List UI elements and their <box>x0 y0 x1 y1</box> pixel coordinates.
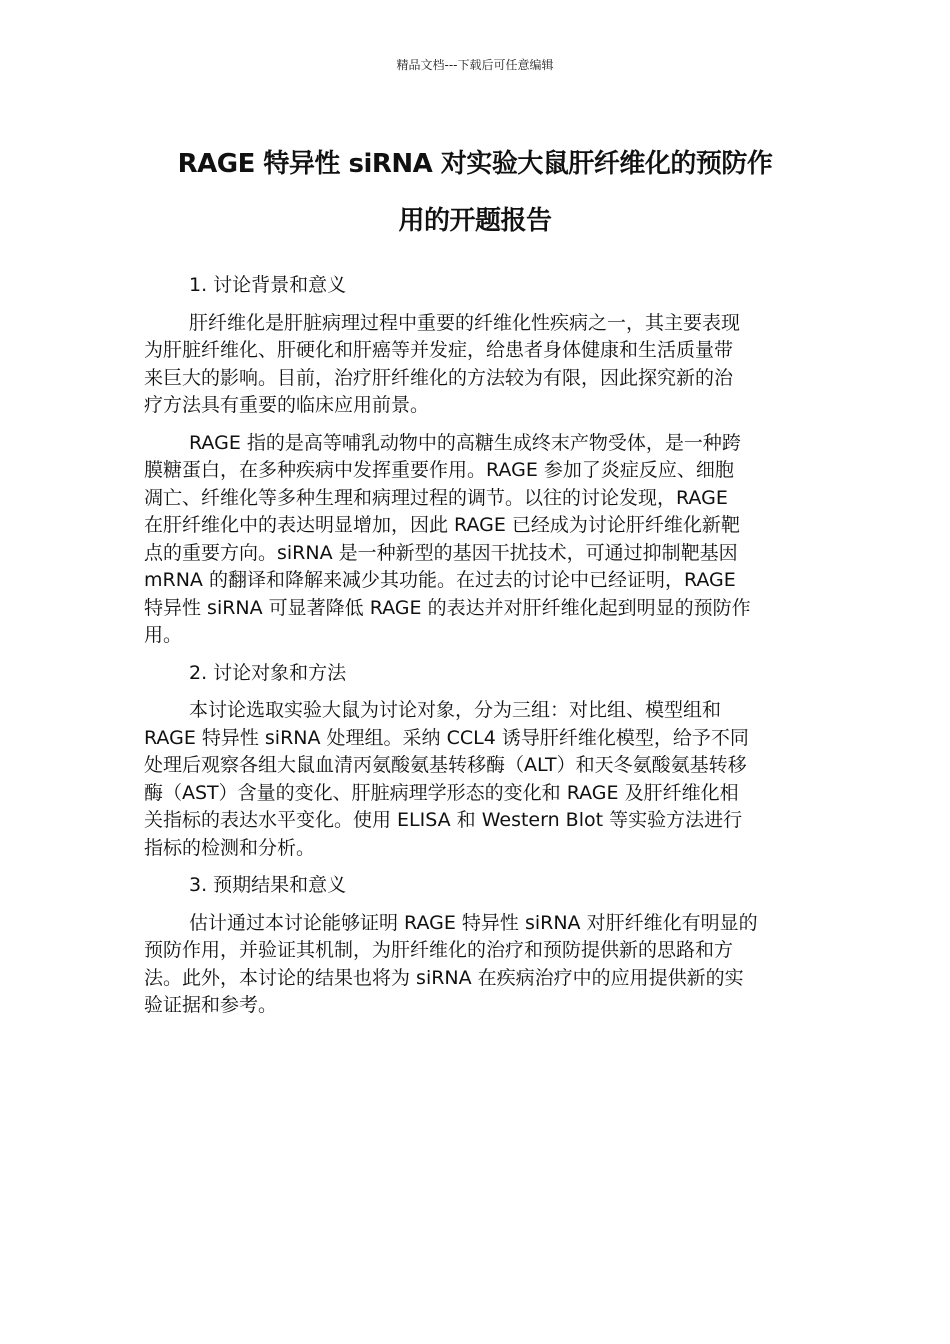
paragraph-line: 疗方法具有重要的临床应用前景。 <box>144 394 430 416</box>
paragraph-line: 本讨论选取实验大鼠为讨论对象，分为三组：对比组、模型组和 <box>189 699 722 721</box>
paragraph-line: 验证据和参考。 <box>144 994 278 1016</box>
paragraph <box>144 310 808 420</box>
page-header: 精品文档---下载后可任意编辑 <box>396 58 554 72</box>
document-title <box>140 136 810 250</box>
paragraph-line: RAGE 指的是高等哺乳动物中的高糖生成终末产物受体，是一种跨 <box>189 431 741 454</box>
paragraph-line: 肝纤维化是肝脏病理过程中重要的纤维化性疾病之一，其主要表现 <box>189 311 741 334</box>
section-heading: 1. 讨论背景和意义 <box>189 274 347 296</box>
paragraph-line: 处理后观察各组大鼠血清丙氨酸氨基转移酶（ALT）和天冬氨酸氨基转移 <box>144 754 747 776</box>
title-line: RAGE 特异性 siRNA 对实验大鼠肝纤维化的预防作 <box>177 149 773 179</box>
paragraph <box>144 910 808 1020</box>
paragraph-line: mRNA 的翻译和降解来减少其功能。在过去的讨论中已经证明，RAGE <box>144 569 736 591</box>
paragraph-line: 凋亡、纤维化等多种生理和病理过程的调节。以往的讨论发现，RAGE <box>144 486 728 509</box>
paragraph-line: 在肝纤维化中的表达明显增加，因此 RAGE 已经成为讨论肝纤维化新靶 <box>144 514 740 536</box>
paragraph-line: 指标的检测和分析。 <box>144 836 316 859</box>
paragraph-line: 来巨大的影响。目前，治疗肝纤维化的方法较为有限，因此探究新的治 <box>144 366 734 389</box>
paragraph <box>144 697 808 862</box>
paragraph-line: 点的重要方向。siRNA 是一种新型的基因干扰技术，可通过抑制靶基因 <box>144 541 738 564</box>
paragraph-line: 预防作用，并验证其机制，为肝纤维化的治疗和预防提供新的思路和方 <box>144 939 734 961</box>
document-body <box>144 272 808 1030</box>
paragraph-line: 法。此外，本讨论的结果也将为 siRNA 在疾病治疗中的应用提供新的实 <box>144 966 744 989</box>
paragraph-line: RAGE 特异性 siRNA 处理组。采纳 CCL4 诱导肝纤维化模型，给予不同 <box>144 726 749 749</box>
paragraph-line: 特异性 siRNA 可显著降低 RAGE 的表达并对肝纤维化起到明显的预防作 <box>144 596 751 619</box>
section-heading: 3. 预期结果和意义 <box>189 874 347 896</box>
paragraph-line: 用。 <box>144 624 183 646</box>
title-line: 用的开题报告 <box>398 206 552 236</box>
paragraph-line: 估计通过本讨论能够证明 RAGE 特异性 siRNA 对肝纤维化有明显的 <box>189 911 758 934</box>
paragraph-line: 为肝脏纤维化、肝硬化和肝癌等并发症，给患者身体健康和生活质量带 <box>144 339 734 361</box>
section-heading: 2. 讨论对象和方法 <box>189 661 347 684</box>
paragraph-line: 酶（AST）含量的变化、肝脏病理学形态的变化和 RAGE 及肝纤维化相 <box>144 781 739 804</box>
paragraph <box>144 430 808 650</box>
paragraph-line: 膜糖蛋白，在多种疾病中发挥重要作用。RAGE 参加了炎症反应、细胞 <box>144 459 734 481</box>
paragraph-line: 关指标的表达水平变化。使用 ELISA 和 Western Blot 等实验方法进行 <box>144 809 743 831</box>
